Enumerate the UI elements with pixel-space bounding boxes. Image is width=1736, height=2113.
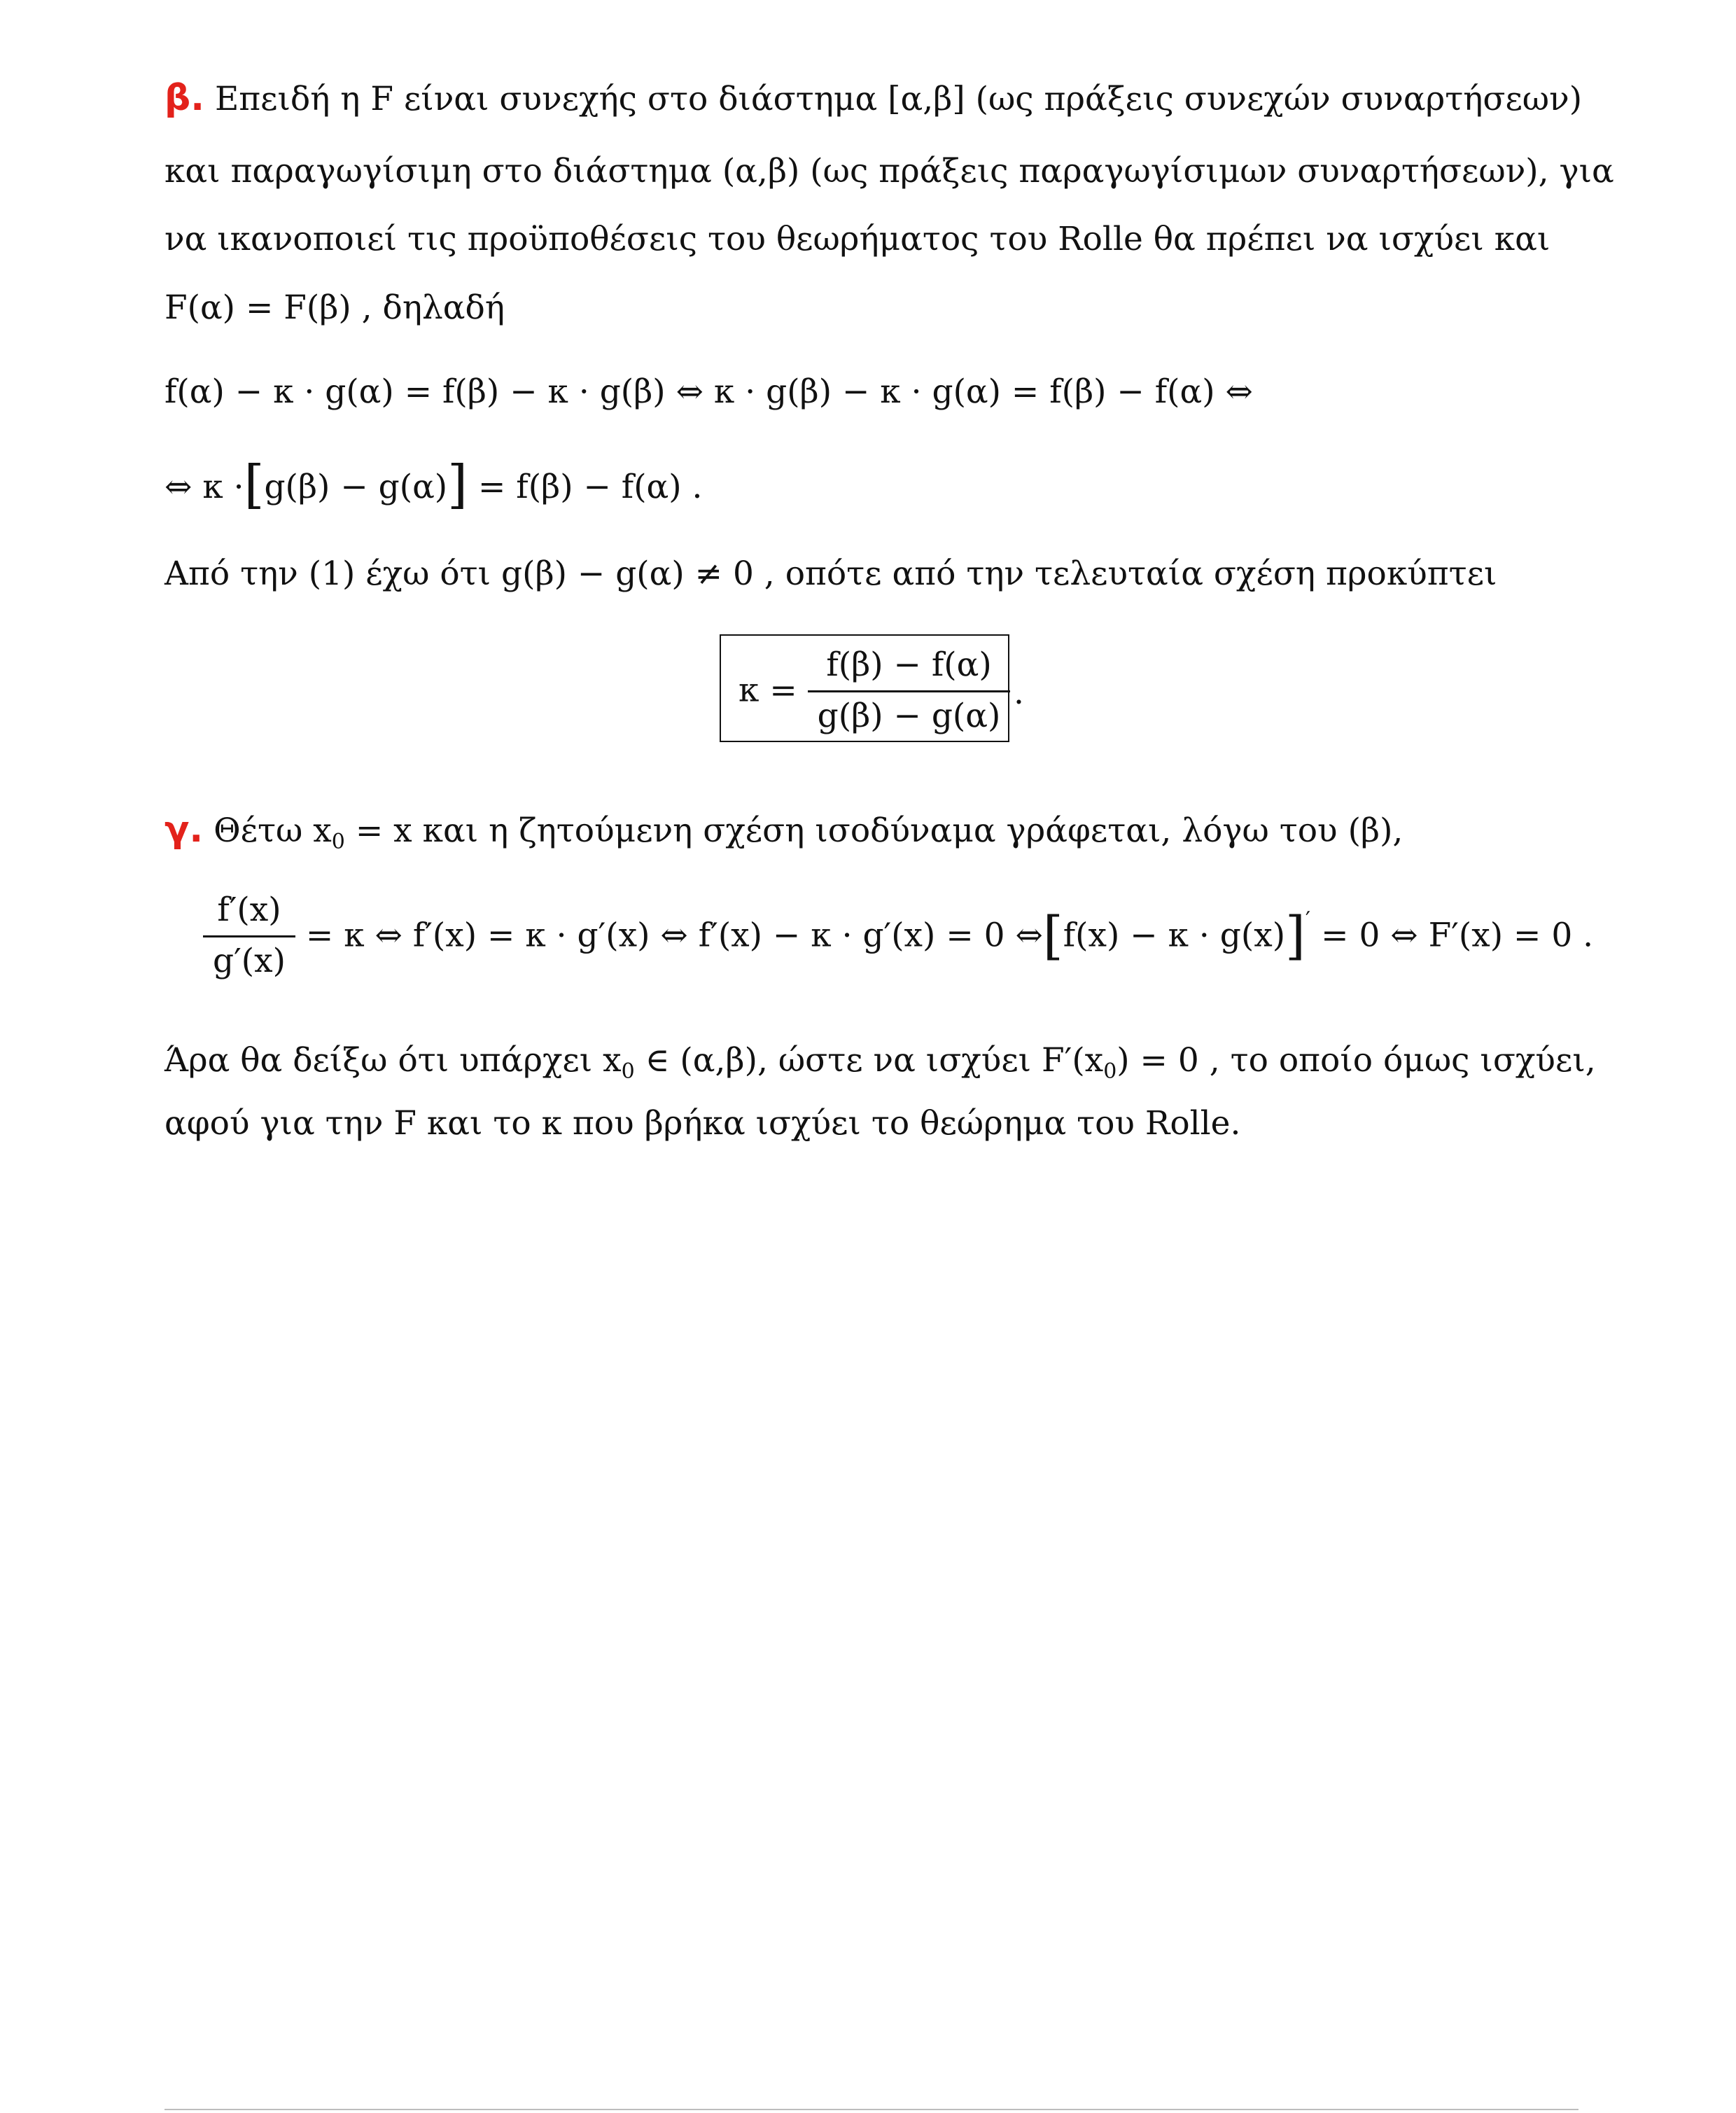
gamma-eq-a: = κ ⇔ f′(x) = κ · g′(x) ⇔ f′(x) − κ · g′(x) = 0 ⇔ xyxy=(305,916,1043,955)
beta-equation-1: f(α) − κ · g(α) = f(β) − κ · g(β) ⇔ κ · g(β) − κ · g(α) = f(β) − f(α) ⇔ xyxy=(164,372,1253,411)
beta-marker: β. xyxy=(164,77,204,119)
boxed-fraction xyxy=(808,644,1011,737)
gamma-line-3: αφού για την F και το κ που βρήκα ισχύει το θεώρημα του Rolle. xyxy=(164,1104,1241,1143)
boxed-period: . xyxy=(1014,674,1024,712)
footer-rule xyxy=(164,2109,1578,2110)
gamma-numerator: f′(x) xyxy=(203,889,295,937)
gamma-sub-3: 0 xyxy=(1103,1059,1117,1084)
beta-equation-2 xyxy=(164,454,703,515)
gamma-text-2b: ∈ (α,β), ώστε να ισχύει F′(x xyxy=(634,1041,1104,1080)
gamma-text-2c: ) = 0 , το οποίο όμως ισχύει, xyxy=(1116,1041,1596,1080)
eq2-bracket-content: g(β) − g(α) xyxy=(264,468,448,506)
beta-text-1: Επειδή η F είναι συνεχής στο διάστημα [α,β] (ως πράξεις συνεχών συναρτήσεων) xyxy=(214,80,1583,118)
beta-line-1 xyxy=(164,77,1582,120)
gamma-denominator: g′(x) xyxy=(213,942,286,980)
gamma-line-1 xyxy=(164,809,1403,863)
boxed-denominator: g(β) − g(α) xyxy=(817,697,1001,735)
gamma-text-1a: Θέτω x xyxy=(214,811,332,850)
gamma-sub-1: 0 xyxy=(331,830,345,854)
gamma-eq-c: = 0 ⇔ F′(x) = 0 . xyxy=(1310,916,1594,955)
gamma-fraction xyxy=(203,889,295,982)
boxed-formula xyxy=(738,644,1010,737)
gamma-sub-2: 0 xyxy=(621,1059,635,1084)
gamma-marker: γ. xyxy=(164,809,204,851)
left-bracket: [ xyxy=(244,454,265,515)
gamma-left-bracket: [ xyxy=(1042,905,1063,966)
gamma-eq-b: f(x) − κ · g(x) xyxy=(1063,916,1286,955)
beta-line-2: και παραγωγίσιμη στο διάστημα (α,β) (ως πράξεις παραγωγίσιμων συναρτήσεων), για xyxy=(164,152,1614,190)
gamma-line-2 xyxy=(164,1040,1596,1093)
beta-line-4: F(α) = F(β) , δηλαδή xyxy=(164,288,505,327)
gamma-right-bracket: ] xyxy=(1285,905,1306,966)
gamma-text-1b: = x και η ζητούμενη σχέση ισοδύναμα γράφεται, λόγω του (β), xyxy=(344,811,1404,850)
gamma-prime: ′ xyxy=(1305,906,1311,933)
gamma-equation xyxy=(203,889,1593,982)
beta-line-3: να ικανοποιεί τις προϋποθέσεις του θεωρήματος του Rolle θα πρέπει να ισχύει και xyxy=(164,220,1550,258)
eq2-prefix: ⇔ κ · xyxy=(164,468,244,506)
right-bracket: ] xyxy=(447,454,468,515)
gamma-text-2a: Άρα θα δείξω ότι υπάρχει x xyxy=(164,1041,622,1080)
eq2-suffix: = f(β) − f(α) . xyxy=(477,468,703,506)
boxed-lhs: κ = xyxy=(738,671,797,710)
boxed-numerator: f(β) − f(α) xyxy=(808,644,1011,692)
beta-line-5: Από την (1) έχω ότι g(β) − g(α) ≠ 0 , οπότε από την τελευταία σχέση προκύπτει xyxy=(164,555,1497,593)
